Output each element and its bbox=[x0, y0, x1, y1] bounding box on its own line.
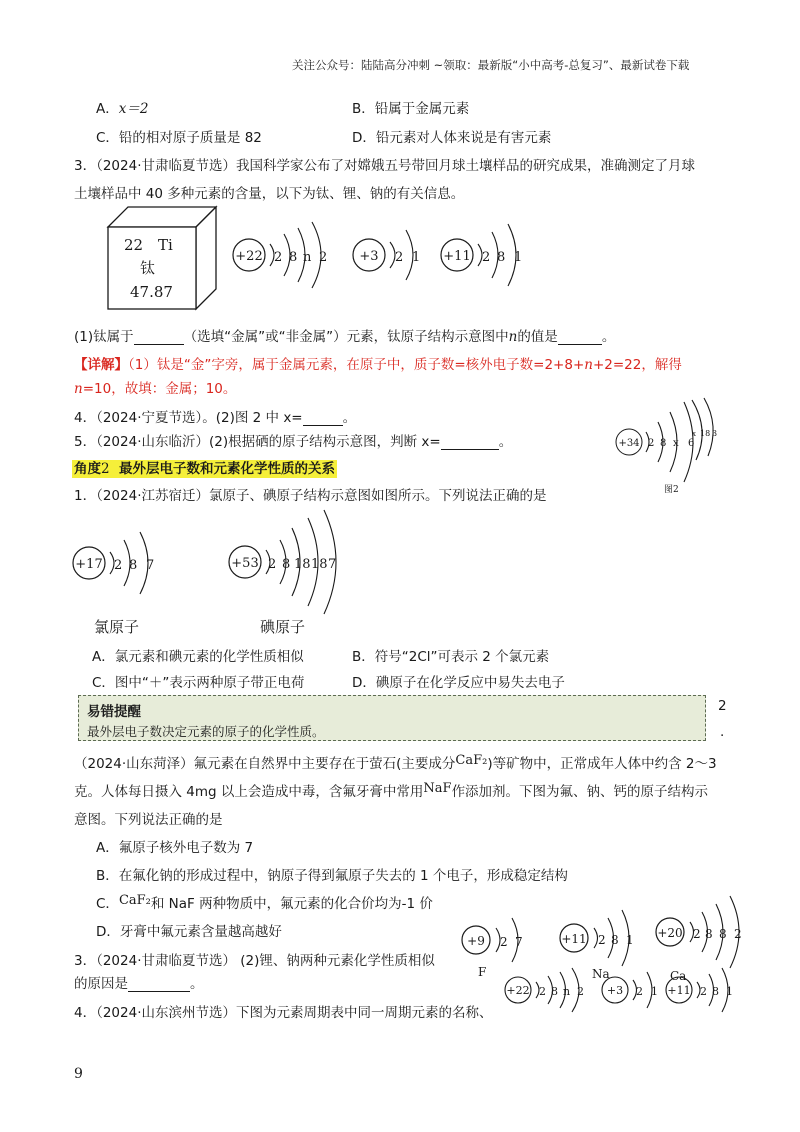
angle2-heading: 角度2 最外层电子数和元素化学性质的关系 bbox=[74, 461, 335, 477]
svg-text:Na: Na bbox=[592, 967, 610, 981]
svg-text:2: 2 bbox=[734, 927, 742, 941]
side-question-number: 2 bbox=[718, 698, 727, 714]
q2-line1: （2024·山东菏泽）氟元素在自然界中主要存在于萤石(主要成分CaF₂)等矿物中，正常成年人体中约含 2～3 bbox=[74, 753, 717, 772]
answer-blank[interactable] bbox=[558, 328, 602, 345]
svg-text:7: 7 bbox=[515, 935, 523, 949]
svg-text:2: 2 bbox=[319, 250, 328, 265]
i-caption: 碘原子 bbox=[260, 618, 306, 636]
q3b-line1: 3．（2024·甘肃临夏节选） (2)锂、钠两种元素化学性质相似 bbox=[74, 953, 435, 969]
svg-text:3: 3 bbox=[712, 429, 718, 438]
svg-text:7: 7 bbox=[146, 558, 155, 573]
svg-text:2: 2 bbox=[636, 985, 643, 998]
svg-text:+11: +11 bbox=[561, 932, 587, 946]
tip-text: 最外层电子数决定元素的原子的化学性质。 bbox=[87, 724, 325, 739]
svg-text:8: 8 bbox=[282, 557, 291, 572]
svg-text:2: 2 bbox=[598, 933, 606, 947]
detail-line2: n=10，故填：金属；10。 bbox=[74, 381, 237, 397]
svg-text:+22: +22 bbox=[506, 984, 530, 997]
svg-text:+34: +34 bbox=[618, 438, 640, 449]
svg-text:8: 8 bbox=[129, 558, 138, 573]
tile-mass: 47.87 bbox=[130, 283, 173, 301]
na-atom-diagram bbox=[438, 220, 534, 290]
svg-text:+9: +9 bbox=[467, 934, 485, 948]
ti-atom-diagram-small bbox=[502, 968, 596, 1016]
q1-option-c: C．图中“＋”表示两种原子带正电荷 bbox=[92, 675, 305, 691]
mistake-tip-box bbox=[78, 695, 706, 741]
svg-text:8: 8 bbox=[660, 438, 667, 449]
svg-text:2: 2 bbox=[114, 558, 123, 573]
svg-text:1: 1 bbox=[626, 933, 634, 947]
tile-symbol: Ti bbox=[158, 236, 173, 254]
cl-caption: 氯原子 bbox=[94, 618, 140, 636]
svg-text:2: 2 bbox=[693, 927, 701, 941]
svg-text:8: 8 bbox=[712, 985, 719, 998]
side-dot: . bbox=[720, 724, 725, 740]
svg-text:8: 8 bbox=[611, 933, 619, 947]
svg-text:1: 1 bbox=[726, 985, 733, 998]
svg-text:Ca: Ca bbox=[670, 969, 687, 983]
svg-text:2: 2 bbox=[500, 935, 508, 949]
svg-text:2: 2 bbox=[700, 985, 707, 998]
prev-option-a: A．x＝2 bbox=[96, 101, 149, 117]
svg-text:x: x bbox=[673, 438, 679, 449]
svg-text:+3: +3 bbox=[359, 249, 379, 264]
svg-text:+11: +11 bbox=[667, 984, 691, 997]
se-atom-diagram bbox=[612, 400, 732, 496]
svg-text:2: 2 bbox=[539, 985, 546, 998]
q3-line2: 土壤样品中 40 多种元素的含量，以下为钛、锂、钠的有关信息。 bbox=[74, 186, 465, 202]
prev-option-d: D．铅元素对人体来说是有害元素 bbox=[352, 130, 552, 146]
prev-option-c: C．铅的相对原子质量是 82 bbox=[96, 130, 262, 146]
svg-text:+3: +3 bbox=[606, 984, 624, 997]
svg-text:8: 8 bbox=[719, 927, 727, 941]
tile-atomic-number: 22 bbox=[124, 236, 144, 254]
answer-blank[interactable] bbox=[134, 328, 184, 345]
q1-option-d: D．碘原子在化学反应中易失去电子 bbox=[352, 675, 565, 691]
svg-text:18: 18 bbox=[294, 557, 311, 572]
li-atom-diagram bbox=[350, 222, 430, 288]
li-atom-diagram-small bbox=[600, 970, 664, 1016]
tile-name: 钛 bbox=[140, 259, 156, 277]
answer-blank[interactable] bbox=[303, 409, 343, 426]
svg-text:2: 2 bbox=[482, 250, 491, 265]
page-header: 关注公众号：陆陆高分冲刺 ~领取：最新版“小中高考-总复习”、最新试卷下载 bbox=[292, 58, 690, 72]
svg-text:F: F bbox=[478, 965, 487, 979]
answer-blank[interactable] bbox=[441, 433, 499, 450]
option-a-expression: x＝2 bbox=[118, 101, 149, 117]
svg-text:n: n bbox=[563, 985, 571, 998]
q3-line1: 3．（2024·甘肃临夏节选）我国科学家公布了对嫦娥五号带回月球土壤样品的研究成果，准确测定了月球 bbox=[74, 158, 695, 174]
svg-text:6: 6 bbox=[688, 438, 695, 449]
q2-option-d: D．牙膏中氟元素含量越高越好 bbox=[96, 924, 282, 940]
i-atom-diagram bbox=[226, 510, 356, 610]
svg-text:7: 7 bbox=[328, 557, 337, 572]
detail-line1: 【详解】（1）钛是“金”字旁，属于金属元素，在原子中，质子数=核外电子数=2+8+n+2=22，解得 bbox=[74, 357, 682, 373]
svg-text:x: x bbox=[692, 430, 696, 438]
q1-text: 1．（2024·江苏宿迁）氯原子、碘原子结构示意图如图所示。下列说法正确的是 bbox=[74, 488, 547, 504]
svg-text:2: 2 bbox=[268, 557, 277, 572]
ti-atom-diagram bbox=[230, 220, 340, 290]
svg-text:2: 2 bbox=[274, 250, 283, 265]
svg-text:2: 2 bbox=[395, 250, 404, 265]
figure-caption: 图2 bbox=[664, 485, 679, 495]
titanium-element-tile bbox=[106, 205, 221, 313]
page-number: 9 bbox=[74, 1066, 83, 1082]
prev-option-b: B．铅属于金属元素 bbox=[352, 101, 470, 117]
svg-text:1: 1 bbox=[651, 985, 658, 998]
svg-text:8: 8 bbox=[551, 985, 558, 998]
svg-text:8: 8 bbox=[705, 927, 713, 941]
svg-text:8: 8 bbox=[289, 250, 298, 265]
q5-line: 5．（2024·山东临沂）(2)根据硒的原子结构示意图，判断 x= 。 bbox=[74, 434, 513, 450]
svg-text:2: 2 bbox=[648, 438, 655, 449]
q1-option-a: A．氯元素和碘元素的化学性质相似 bbox=[92, 649, 304, 665]
svg-text:+53: +53 bbox=[231, 556, 259, 571]
svg-text:+22: +22 bbox=[235, 249, 263, 264]
svg-text:18: 18 bbox=[311, 557, 328, 572]
q1-option-b: B．符号“2Cl”可表示 2 个氯元素 bbox=[352, 649, 550, 665]
q2-option-c: C．CaF₂和 NaF 两种物质中，氟元素的化合价均为-1 价 bbox=[96, 893, 433, 912]
q2-line3: 意图。下列说法正确的是 bbox=[74, 812, 223, 828]
q3-sub1: (1)钛属于 （选填“金属”或“非金属”）元素，钛原子结构示意图中n的值是 。 bbox=[74, 329, 616, 345]
svg-text:+20: +20 bbox=[657, 926, 683, 940]
svg-text:1: 1 bbox=[412, 250, 421, 265]
svg-text:8: 8 bbox=[497, 250, 506, 265]
q2-option-b: B．在氟化钠的形成过程中，钠原子得到氟原子失去的 1 个电子，形成稳定结构 bbox=[96, 868, 568, 884]
q2-line2: 克。人体每日摄入 4mg 以上会造成中毒，含氟牙膏中常用NaF作添加剂。下图为氟、钠、钙的原子结构示 bbox=[74, 781, 709, 800]
q3b-line2: 的原因是 。 bbox=[74, 976, 204, 992]
q2-option-a: A．氟原子核外电子数为 7 bbox=[96, 840, 254, 856]
svg-text:+17: +17 bbox=[75, 557, 103, 572]
tip-title: 易错提醒 bbox=[87, 704, 141, 720]
cl-atom-diagram bbox=[70, 530, 166, 600]
svg-text:+11: +11 bbox=[443, 249, 471, 264]
svg-text:n: n bbox=[303, 250, 312, 265]
svg-text:2: 2 bbox=[577, 985, 584, 998]
na-atom-diagram-small bbox=[664, 968, 748, 1016]
answer-blank[interactable] bbox=[128, 975, 190, 992]
svg-text:18: 18 bbox=[700, 429, 711, 438]
svg-text:1: 1 bbox=[514, 250, 523, 265]
q4-line: 4．（2024·宁夏节选）。(2)图 2 中 x= 。 bbox=[74, 410, 357, 426]
q4b-line: 4．（2024·山东滨州节选）下图为元素周期表中同一周期元素的名称、 bbox=[74, 1005, 493, 1021]
